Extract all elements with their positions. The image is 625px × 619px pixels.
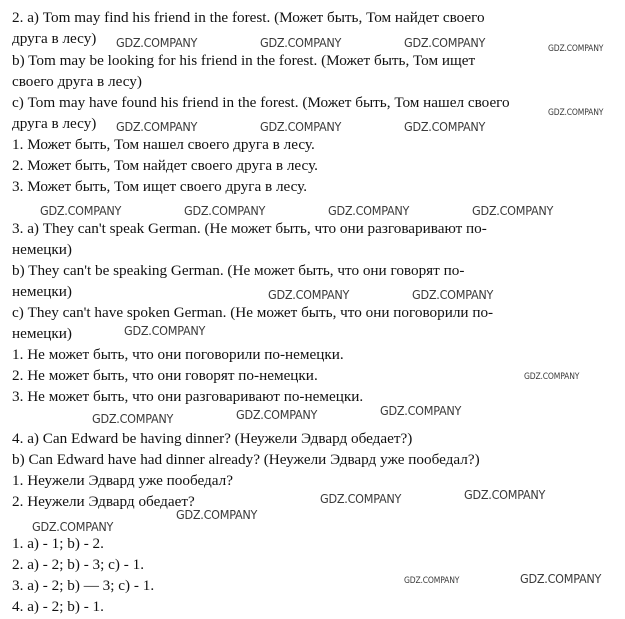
watermark: GDZ.COMPANY (464, 487, 546, 502)
watermark: GDZ.COMPANY (548, 44, 604, 54)
text-line: немецки) (12, 241, 72, 258)
watermark: GDZ.COMPANY (260, 119, 342, 134)
text-line: b) Can Edward have had dinner already? (Неужели Эдвард уже пообедал?) (12, 451, 480, 468)
text-line: 1. Может быть, Том нашел своего друга в лесу. (12, 136, 315, 153)
text-line: 2. а) - 2; b) - 3; с) - 1. (12, 556, 145, 573)
watermark: GDZ.COMPANY (404, 119, 486, 134)
watermark: GDZ.COMPANY (520, 571, 602, 586)
watermark: GDZ.COMPANY (328, 203, 410, 218)
text-line: 2. Неужели Эдвард обедает? (12, 493, 195, 510)
text-line: с) Tom may have found his friend in the forest. (Может быть, Том нашел своего (12, 94, 510, 111)
watermark: GDZ.COMPANY (380, 403, 462, 418)
watermark: GDZ.COMPANY (412, 287, 494, 302)
watermark: GDZ.COMPANY (40, 203, 122, 218)
text-line: 4. а) - 2; b) - 1. (12, 598, 104, 615)
text-line: 1. Неужели Эдвард уже пообедал? (12, 472, 233, 489)
watermark: GDZ.COMPANY (116, 119, 198, 134)
text-line: друга в лесу) (12, 115, 97, 132)
text-line: друга в лесу) (12, 30, 97, 47)
text-line: 3. Может быть, Том ищет своего друга в лесу. (12, 178, 308, 195)
watermark: GDZ.COMPANY (404, 576, 460, 586)
watermark: GDZ.COMPANY (176, 507, 258, 522)
text-line: 2. Не может быть, что они говорят по-немецки. (12, 367, 318, 384)
text-line: 1. а) - 1; b) - 2. (12, 535, 104, 552)
text-line: 2. Может быть, Том найдет своего друга в лесу. (12, 157, 318, 174)
watermark: GDZ.COMPANY (124, 323, 206, 338)
watermark: GDZ.COMPANY (548, 108, 604, 118)
text-line: немецки) (12, 325, 72, 342)
text-line: 1. Не может быть, что они поговорили по-немецки. (12, 346, 344, 363)
text-line: 3. а) - 2; b) — 3; с) - 1. (12, 577, 155, 594)
watermark: GDZ.COMPANY (92, 411, 174, 426)
watermark: GDZ.COMPANY (404, 35, 486, 50)
text-line: 2. а) Tom may find his friend in the forest. (Может быть, Том найдет своего (12, 9, 485, 26)
text-line: 4. а) Can Edward be having dinner? (Неужели Эдвард обедает?) (12, 430, 413, 447)
text-line: своего друга в лесу) (12, 73, 142, 90)
text-line: b) Tom may be looking for his friend in the forest. (Может быть, Том ищет (12, 52, 476, 69)
watermark: GDZ.COMPANY (184, 203, 266, 218)
text-line: с) They can't have spoken German. (Не может быть, что они поговорили по- (12, 304, 494, 321)
text-line: немецки) (12, 283, 72, 300)
text-line: b) They can't be speaking German. (Не может быть, что они говорят по- (12, 262, 465, 279)
watermark: GDZ.COMPANY (236, 407, 318, 422)
watermark: GDZ.COMPANY (32, 519, 114, 534)
watermark: GDZ.COMPANY (260, 35, 342, 50)
watermark: GDZ.COMPANY (320, 491, 402, 506)
text-line: 3. Не может быть, что они разговаривают по-немецки. (12, 388, 364, 405)
watermark: GDZ.COMPANY (116, 35, 198, 50)
watermark: GDZ.COMPANY (268, 287, 350, 302)
watermark: GDZ.COMPANY (472, 203, 554, 218)
text-line: 3. а) They can't speak German. (Не может быть, что они разговаривают по- (12, 220, 487, 237)
watermark: GDZ.COMPANY (524, 372, 580, 382)
